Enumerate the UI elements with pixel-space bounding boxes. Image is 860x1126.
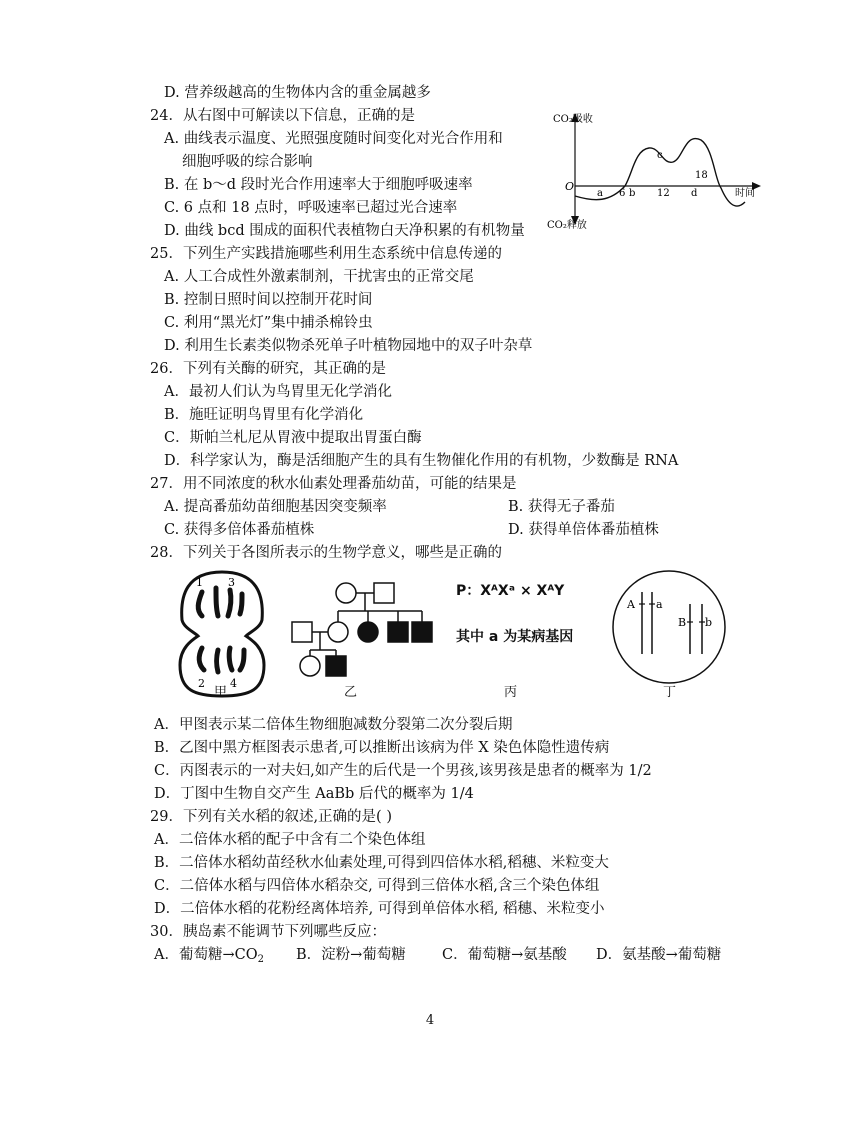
q28-ding-caption: 丁 <box>663 685 677 700</box>
q24-point-d: d <box>691 188 698 199</box>
q29-option-d: D．二倍体水稻的花粉经离体培养, 可得到单倍体水稻, 稻穗、米粒变小 <box>154 901 605 917</box>
q28-stem: 28．下列关于各图所表示的生物学意义，哪些是正确的 <box>150 545 502 561</box>
q27-option-a: A. 提高番茄幼苗细胞基因突变频率 <box>164 499 387 515</box>
q26-option-a: A．最初人们认为鸟胃里无化学消化 <box>164 384 392 400</box>
q28-bing-cross: P：XᴬXᵃ × XᴬY <box>456 583 565 599</box>
q27-stem: 27．用不同浓度的秋水仙素处理番茄幼苗，可能的结果是 <box>150 476 517 492</box>
q24-point-b: b <box>629 188 636 199</box>
q28-fig-ding-cell <box>608 568 730 686</box>
q28-jia-num-2: 2 <box>198 677 205 690</box>
q28-ding-gene-b: b <box>705 616 713 629</box>
q27-option-c: C. 获得多倍体番茄植株 <box>164 522 315 538</box>
q28-ding-gene-A: A <box>627 598 635 611</box>
q30-stem: 30．胰岛素不能调节下列哪些反应： <box>150 924 386 940</box>
q25-option-d: D. 利用生长素类似物杀死单子叶植物园地中的双子叶杂草 <box>164 338 533 354</box>
q26-option-b: B．施旺证明鸟胃里有化学消化 <box>164 407 364 423</box>
q24-y-top-label: CO₂吸收 <box>553 114 593 125</box>
q28-fig-yi-pedigree <box>288 576 438 686</box>
q24-stem: 24．从右图中可解读以下信息，正确的是 <box>150 108 415 124</box>
q29-option-c: C．二倍体水稻与四倍体水稻杂交, 可得到三倍体水稻,含三个染色体组 <box>154 878 600 894</box>
q28-option-b: B．乙图中黑方框图表示患者,可以推断出该病为伴 X 染色体隐性遗传病 <box>154 740 610 756</box>
q25-option-b: B. 控制日照时间以控制开花时间 <box>164 292 373 308</box>
q24-option-c: C. 6 点和 18 点时，呼吸速率已超过光合速率 <box>164 200 458 216</box>
q23-option-d: D. 营养级越高的生物体内含的重金属越多 <box>164 85 431 101</box>
q26-stem: 26．下列有关酶的研究，其正确的是 <box>150 361 386 377</box>
q24-x-label: 时间 <box>735 188 755 199</box>
q24-origin: O <box>565 180 575 193</box>
q24-option-a-cont: 细胞呼吸的综合影响 <box>182 154 313 170</box>
q28-jia-num-1: 1 <box>196 576 203 589</box>
q28-bing-caption: 丙 <box>504 685 518 700</box>
q24-tick-12: 12 <box>657 188 670 199</box>
q25-option-a: A. 人工合成性外激素制剂，干扰害虫的正常交尾 <box>164 269 474 285</box>
q27-option-b: B. 获得无子番茄 <box>508 499 615 515</box>
q24-point-a: a <box>597 188 603 199</box>
q24-y-bottom-label: CO₂释放 <box>547 220 587 231</box>
q28-option-d: D．丁图中生物自交产生 AaBb 后代的概率为 1/4 <box>154 786 474 802</box>
q24-point-c: c <box>657 150 663 161</box>
q27-option-d: D. 获得单倍体番茄植株 <box>508 522 659 538</box>
q30-option-d: D．氨基酸→葡萄糖 <box>596 947 722 963</box>
q24-tick-6: 6 <box>619 188 626 199</box>
q28-bing-note: 其中 a 为某病基因 <box>456 629 574 645</box>
q28-ding-gene-B: B <box>678 616 687 629</box>
q24-option-a: A. 曲线表示温度、光照强度随时间变化对光合作用和 <box>164 131 503 147</box>
q29-option-a: A．二倍体水稻的配子中含有二个染色体组 <box>154 832 426 848</box>
q29-option-b: B．二倍体水稻幼苗经秋水仙素处理,可得到四倍体水稻,稻穗、米粒变大 <box>154 855 609 871</box>
q30-option-a-sub: 2 <box>257 954 264 965</box>
q24-co2-curve-figure <box>545 110 765 235</box>
q26-option-d: D．科学家认为，酶是活细胞产生的具有生物催化作用的有机物，少数酶是 RNA <box>164 453 679 469</box>
q28-jia-num-3: 3 <box>228 576 235 589</box>
q25-option-c: C. 利用“黑光灯”集中捕杀棉铃虫 <box>164 315 373 331</box>
q28-jia-num-4: 4 <box>230 677 237 690</box>
q30-option-c: C．葡萄糖→氨基酸 <box>442 947 567 963</box>
q25-stem: 25．下列生产实践措施哪些利用生态系统中信息传递的 <box>150 246 502 262</box>
q24-option-b: B. 在 b～d 段时光合作用速率大于细胞呼吸速率 <box>164 177 473 193</box>
q30-option-b: B．淀粉→葡萄糖 <box>296 947 406 963</box>
q28-option-a: A．甲图表示某二倍体生物细胞减数分裂第二次分裂后期 <box>154 717 513 733</box>
q28-ding-gene-a: a <box>656 598 663 611</box>
q24-option-d: D. 曲线 bcd 围成的面积代表植物白天净积累的有机物量 <box>164 223 525 239</box>
q30-option-a-text: A．葡萄糖→CO <box>154 947 258 963</box>
q24-tick-18: 18 <box>695 170 708 181</box>
q26-option-c: C．斯帕兰札尼从胃液中提取出胃蛋白酶 <box>164 430 422 446</box>
q28-option-c: C．丙图表示的一对夫妇,如产生的后代是一个男孩,该男孩是患者的概率为 1/2 <box>154 763 652 779</box>
page-number: 4 <box>425 1013 435 1028</box>
q28-jia-caption: 甲 <box>214 685 228 700</box>
q28-yi-caption: 乙 <box>344 685 358 700</box>
q30-option-a <box>154 945 264 970</box>
q29-stem: 29．下列有关水稻的叙述,正确的是( ) <box>150 809 392 825</box>
